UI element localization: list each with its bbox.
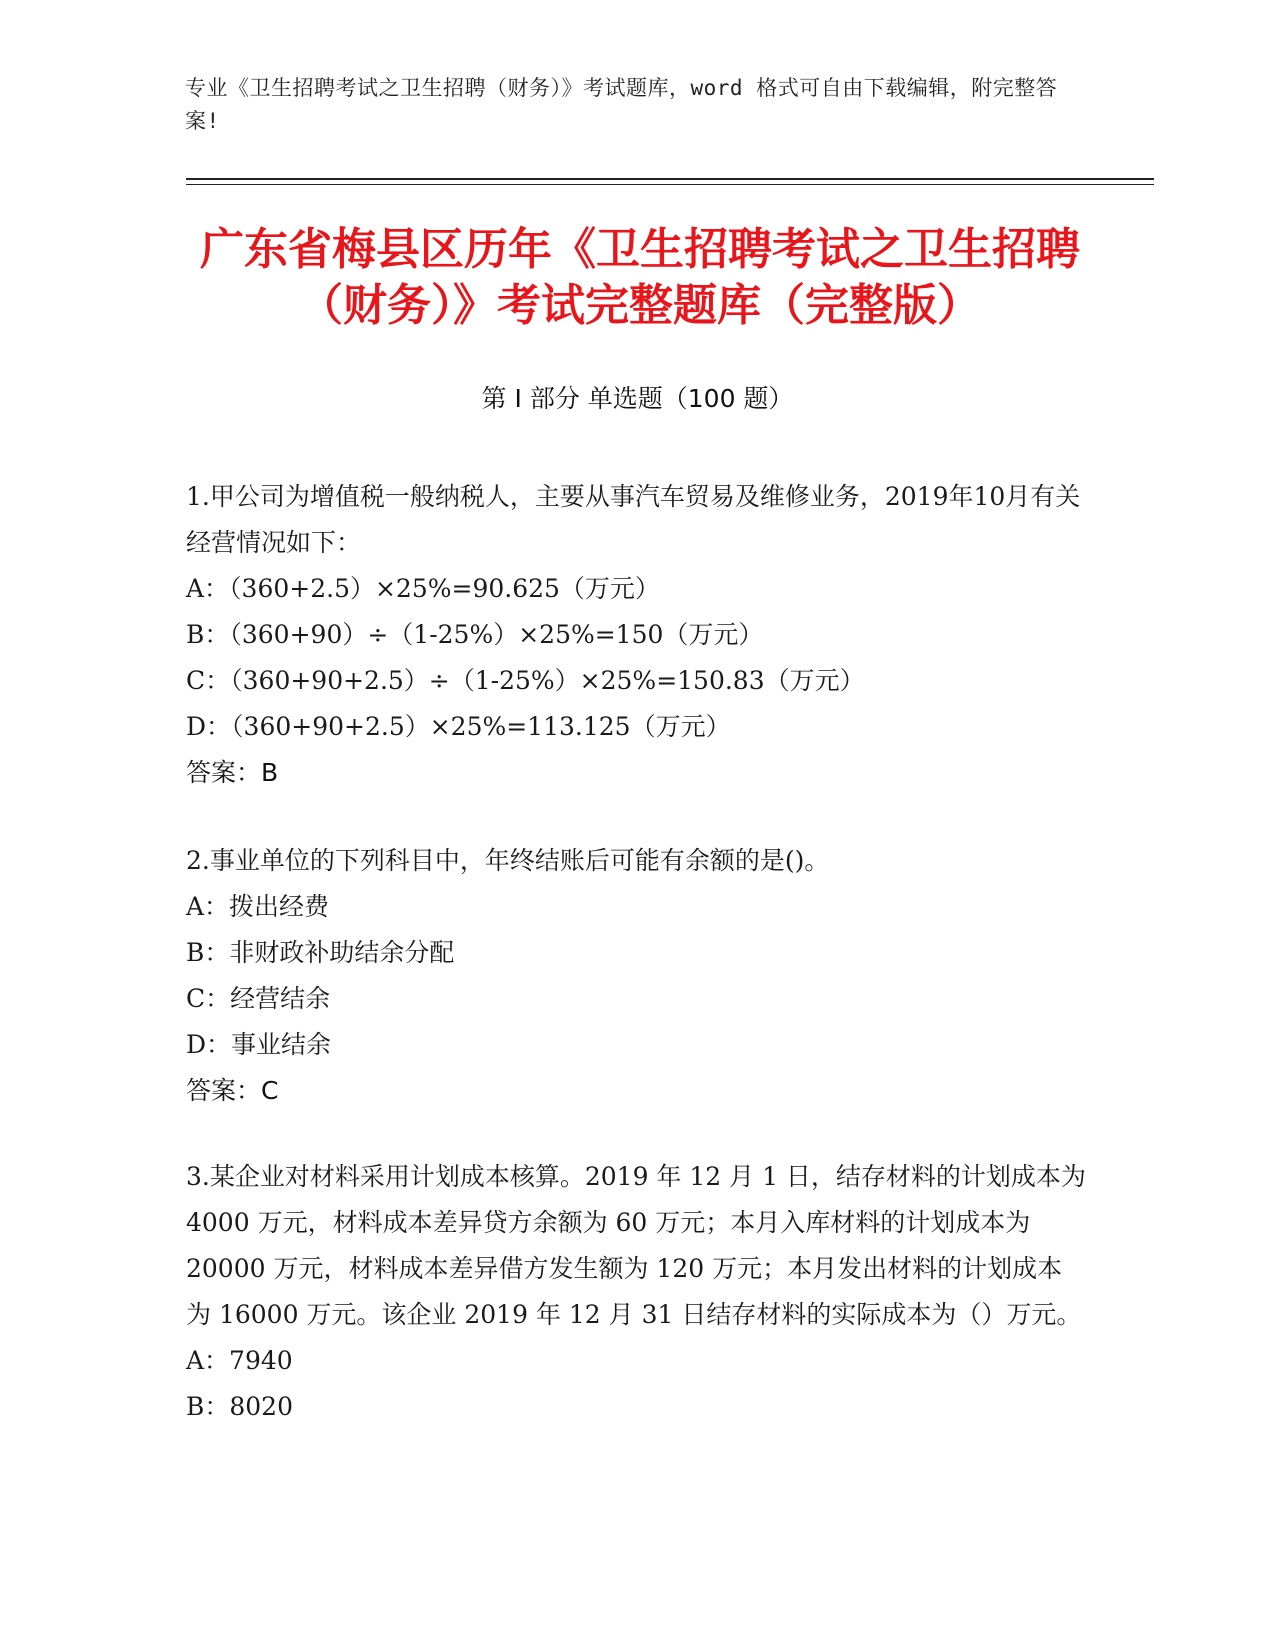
option-c: C：（360+90+2.5）÷（1-25%）×25%=150.83（万元） [186,666,865,695]
question-2 [186,838,1086,1114]
option-d: D：（360+90+2.5）×25%=113.125（万元） [186,712,731,741]
document-title: 广东省梅县区历年《卫生招聘考试之卫生招聘（财务）》考试完整题库（完整版） [200,224,1080,331]
option-b: B：（360+90）÷（1-25%）×25%=150（万元） [186,620,764,649]
option-a: A：7940 [186,1346,293,1375]
answer: 答案：B [186,758,279,787]
header-note: 专业《卫生招聘考试之卫生招聘（财务）》考试题库，word 格式可自由下载编辑，附完整答案! [185,76,1058,133]
option-c: C：经营结余 [186,984,331,1013]
question-3 [186,1154,1086,1430]
section-heading: 第 I 部分 单选题（100 题） [481,384,794,413]
option-b: B：8020 [186,1392,293,1421]
header-divider-thin [186,184,1154,185]
option-a: A：（360+2.5）×25%=90.625（万元） [186,574,660,603]
header-divider-thick [186,178,1154,180]
option-a: A：拨出经费 [186,892,330,921]
option-d: D：事业结余 [186,1030,332,1059]
question-1 [186,474,1086,796]
question-text: 2.事业单位的下列科目中，年终结账后可能有余额的是()。 [186,846,830,875]
question-text: 1.甲公司为增值税一般纳税人，主要从事汽车贸易及维修业务，2019年10月有关经营情况如下： [186,482,1081,557]
option-b: B：非财政补助结余分配 [186,938,455,967]
question-text: 3.某企业对材料采用计划成本核算。2019 年 12 月 1 日，结存材料的计划成本为 4000 万元，材料成本差异贷方余额为 60 万元；本月入库材料的计划成本为 20000 万元，材料成本差异借方发生额为 120 万元；本月发出材料的计划成本为 16000 万元。该企业 2019 年 12 月 31 日结存材料的实际成本为（）万元。 [186,1162,1086,1329]
answer: 答案：C [186,1076,279,1105]
